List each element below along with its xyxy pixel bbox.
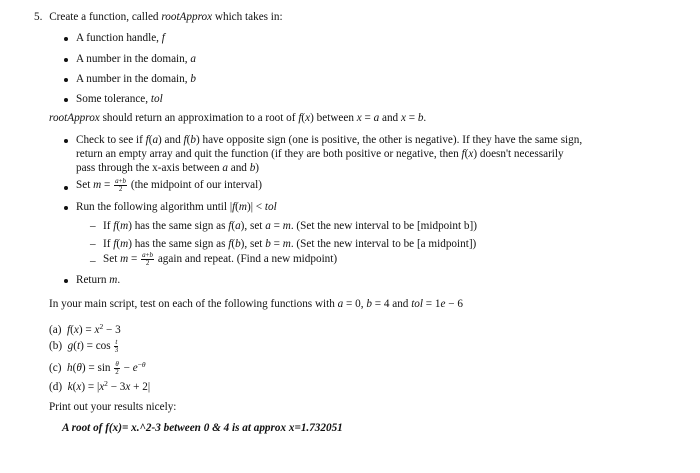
bullet-icon: [64, 206, 68, 210]
input-item: Some tolerance, tol: [76, 93, 163, 105]
step-run-algorithm: Run the following algorithm until |f(m)| < tol: [76, 201, 277, 213]
sample-output: A root of f(x)= x.^2-3 between 0 & 4 is at approx x=1.732051: [62, 422, 343, 434]
bullet-icon: [64, 37, 68, 41]
bullet-icon: [64, 279, 68, 283]
test-intro: In your main script, test on each of the following functions with a = 0, b = 4 and tol = 1e − 6: [49, 298, 463, 310]
bullet-icon: [64, 98, 68, 102]
dash-marker: –: [90, 238, 96, 250]
dash-marker: –: [90, 220, 96, 232]
step-check-line3: pass through the x-axis between a and b): [76, 162, 260, 174]
step-set-m: Set m = $\frac{a+b}{2}$ (the midpoint of our interval): [76, 177, 262, 193]
print-intro: Print out your results nicely:: [49, 401, 177, 413]
problem-number: 5.: [34, 11, 43, 23]
input-item: A function handle, f: [76, 32, 165, 44]
sub-step: Set m = $\frac{a+b}{2}$ again and repeat. (Find a new midpoint): [103, 251, 338, 267]
bullet-icon: [64, 78, 68, 82]
input-item: A number in the domain, b: [76, 73, 196, 85]
bullet-icon: [64, 186, 68, 190]
step-return: Return m.: [76, 274, 121, 286]
dash-marker: –: [90, 255, 96, 267]
description: rootApprox should return an approximation to a root of f(x) between x = a and x = b.: [49, 112, 427, 124]
test-function-b: (b) g(t) = cos $\frac{t}{3}$: [49, 338, 119, 354]
test-function-c: (c) h(θ) = sin $\frac{\theta}{2}$ − $e^{-\theta}$: [49, 359, 146, 376]
bullet-icon: [64, 58, 68, 62]
sub-step: If f(m) has the same sign as f(a), set a = m. (Set the new interval to be [midpoint b]): [103, 220, 477, 232]
problem-header: [34, 10, 283, 24]
sub-step: If f(m) has the same sign as f(b), set b = m. (Set the new interval to be [a midpoint]): [103, 238, 477, 250]
step-check-line2: return an empty array and quit the function (if they are both positive or negative, then f(x) doesn't necessarily: [76, 148, 564, 160]
test-function-d: (d) $k(x) = |x^2 - 3x + 2|$: [49, 379, 151, 393]
problem-intro: Create a function, called rootApprox which takes in:: [49, 11, 283, 23]
bullet-icon: [64, 139, 68, 143]
test-function-a: (a) $f(x) = x^2 - 3$: [49, 322, 121, 336]
step-check-line1: Check to see if f(a) and f(b) have opposite sign (one is positive, the other is negative). If they have the same sign,: [76, 134, 583, 146]
input-item: A number in the domain, a: [76, 53, 196, 65]
